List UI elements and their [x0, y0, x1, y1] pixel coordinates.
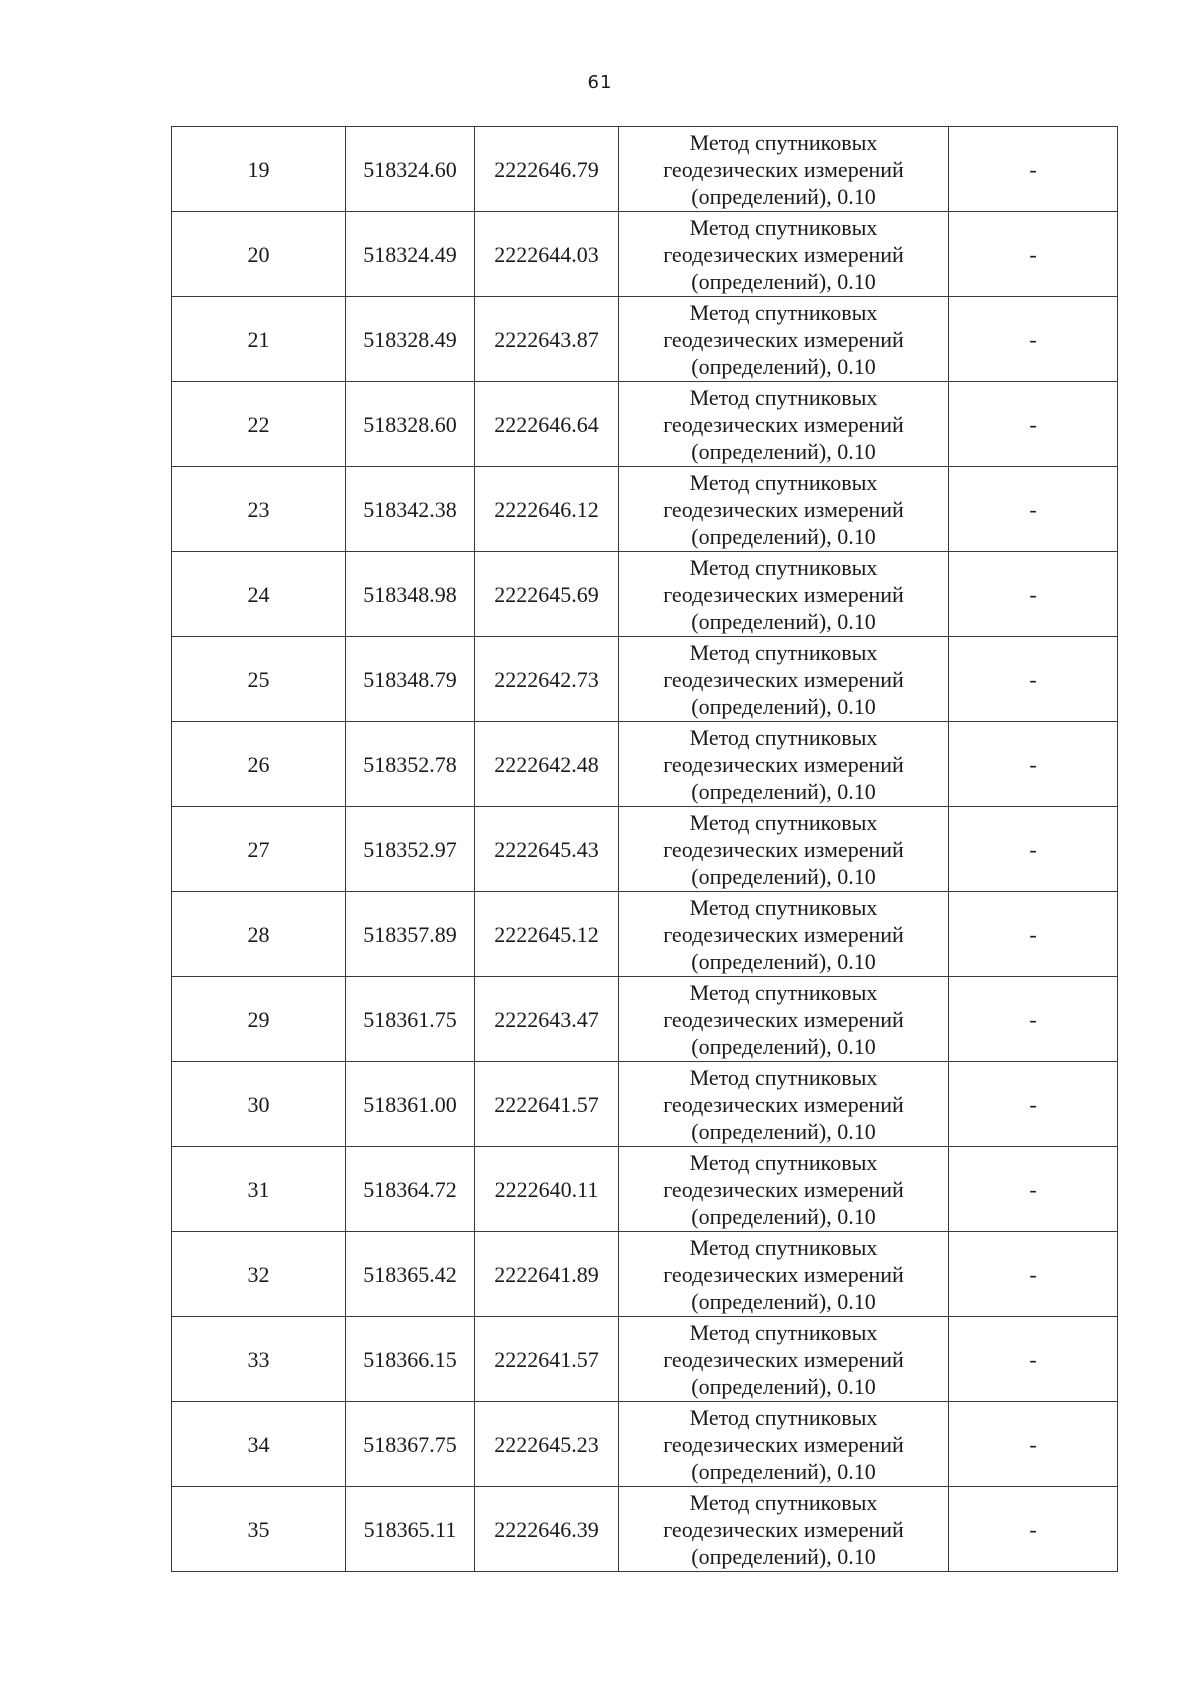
y-coordinate-cell: 2222640.11 [475, 1147, 619, 1232]
point-number-cell: 35 [172, 1487, 346, 1572]
method-line-1: Метод спутниковых [689, 979, 878, 1005]
y-coordinate-cell: 2222642.73 [475, 637, 619, 722]
x-coordinate-cell: 518348.79 [346, 637, 475, 722]
note-cell: - [949, 637, 1118, 722]
coordinates-table [171, 126, 1118, 1572]
y-coordinate-cell: 2222646.79 [475, 127, 619, 212]
point-number-cell: 30 [172, 1062, 346, 1147]
method-accuracy-cell [619, 1147, 949, 1232]
method-line-3: (определений), 0.10 [691, 1118, 876, 1144]
point-number-cell: 29 [172, 977, 346, 1062]
note-cell: - [949, 977, 1118, 1062]
method-line-1: Метод спутниковых [689, 1234, 878, 1260]
note-cell: - [949, 1402, 1118, 1487]
method-line-1: Метод спутниковых [689, 1319, 878, 1345]
method-accuracy-cell [619, 1232, 949, 1317]
point-number-cell: 20 [172, 212, 346, 297]
point-number-cell: 32 [172, 1232, 346, 1317]
table-row [172, 1147, 1118, 1232]
x-coordinate-cell: 518352.97 [346, 807, 475, 892]
point-number-cell: 33 [172, 1317, 346, 1402]
method-line-3: (определений), 0.10 [691, 778, 876, 804]
y-coordinate-cell: 2222645.12 [475, 892, 619, 977]
x-coordinate-cell: 518365.11 [346, 1487, 475, 1572]
x-coordinate-cell: 518366.15 [346, 1317, 475, 1402]
note-cell: - [949, 1147, 1118, 1232]
note-cell: - [949, 1232, 1118, 1317]
table-row [172, 892, 1118, 977]
x-coordinate-cell: 518361.75 [346, 977, 475, 1062]
method-line-3: (определений), 0.10 [691, 1288, 876, 1314]
x-coordinate-cell: 518324.49 [346, 212, 475, 297]
x-coordinate-cell: 518367.75 [346, 1402, 475, 1487]
method-line-3: (определений), 0.10 [691, 1203, 876, 1229]
point-number-cell: 31 [172, 1147, 346, 1232]
note-cell: - [949, 1487, 1118, 1572]
method-line-2: геодезических измерений [663, 1346, 904, 1372]
method-line-2: геодезических измерений [663, 581, 904, 607]
method-line-1: Метод спутниковых [689, 724, 878, 750]
table-row [172, 807, 1118, 892]
method-line-2: геодезических измерений [663, 156, 904, 182]
point-number-cell: 24 [172, 552, 346, 637]
x-coordinate-cell: 518342.38 [346, 467, 475, 552]
method-line-1: Метод спутниковых [689, 1404, 878, 1430]
y-coordinate-cell: 2222645.23 [475, 1402, 619, 1487]
method-accuracy-cell [619, 977, 949, 1062]
method-accuracy-cell [619, 212, 949, 297]
method-line-3: (определений), 0.10 [691, 1543, 876, 1569]
method-line-3: (определений), 0.10 [691, 438, 876, 464]
method-accuracy-cell [619, 467, 949, 552]
y-coordinate-cell: 2222642.48 [475, 722, 619, 807]
note-cell: - [949, 722, 1118, 807]
method-line-3: (определений), 0.10 [691, 353, 876, 379]
method-accuracy-cell [619, 127, 949, 212]
point-number-cell: 19 [172, 127, 346, 212]
method-line-2: геодезических измерений [663, 1261, 904, 1287]
method-line-2: геодезических измерений [663, 666, 904, 692]
table-row [172, 552, 1118, 637]
y-coordinate-cell: 2222641.57 [475, 1317, 619, 1402]
note-cell: - [949, 127, 1118, 212]
point-number-cell: 34 [172, 1402, 346, 1487]
note-cell: - [949, 552, 1118, 637]
method-line-3: (определений), 0.10 [691, 183, 876, 209]
table-row [172, 467, 1118, 552]
method-line-1: Метод спутниковых [689, 1064, 878, 1090]
x-coordinate-cell: 518348.98 [346, 552, 475, 637]
table-row [172, 1402, 1118, 1487]
note-cell: - [949, 382, 1118, 467]
method-line-3: (определений), 0.10 [691, 948, 876, 974]
y-coordinate-cell: 2222641.57 [475, 1062, 619, 1147]
table-row [172, 1317, 1118, 1402]
table-row [172, 297, 1118, 382]
method-accuracy-cell [619, 722, 949, 807]
table-row [172, 212, 1118, 297]
y-coordinate-cell: 2222645.69 [475, 552, 619, 637]
y-coordinate-cell: 2222646.12 [475, 467, 619, 552]
method-line-2: геодезических измерений [663, 1516, 904, 1542]
x-coordinate-cell: 518364.72 [346, 1147, 475, 1232]
x-coordinate-cell: 518361.00 [346, 1062, 475, 1147]
method-line-1: Метод спутниковых [689, 214, 878, 240]
x-coordinate-cell: 518324.60 [346, 127, 475, 212]
method-accuracy-cell [619, 807, 949, 892]
method-line-2: геодезических измерений [663, 1091, 904, 1117]
method-line-2: геодезических измерений [663, 1176, 904, 1202]
x-coordinate-cell: 518352.78 [346, 722, 475, 807]
method-line-3: (определений), 0.10 [691, 863, 876, 889]
point-number-cell: 27 [172, 807, 346, 892]
method-line-1: Метод спутниковых [689, 1489, 878, 1515]
method-accuracy-cell [619, 552, 949, 637]
method-line-3: (определений), 0.10 [691, 1373, 876, 1399]
point-number-cell: 25 [172, 637, 346, 722]
x-coordinate-cell: 518328.49 [346, 297, 475, 382]
note-cell: - [949, 1062, 1118, 1147]
y-coordinate-cell: 2222643.47 [475, 977, 619, 1062]
method-accuracy-cell [619, 1487, 949, 1572]
method-line-1: Метод спутниковых [689, 554, 878, 580]
method-line-3: (определений), 0.10 [691, 693, 876, 719]
method-line-2: геодезических измерений [663, 836, 904, 862]
x-coordinate-cell: 518365.42 [346, 1232, 475, 1317]
method-line-1: Метод спутниковых [689, 129, 878, 155]
note-cell: - [949, 212, 1118, 297]
method-line-2: геодезических измерений [663, 921, 904, 947]
method-line-1: Метод спутниковых [689, 639, 878, 665]
method-accuracy-cell [619, 1402, 949, 1487]
point-number-cell: 21 [172, 297, 346, 382]
table-row [172, 977, 1118, 1062]
method-line-3: (определений), 0.10 [691, 523, 876, 549]
table-row [172, 722, 1118, 807]
y-coordinate-cell: 2222641.89 [475, 1232, 619, 1317]
method-line-3: (определений), 0.10 [691, 1033, 876, 1059]
method-line-1: Метод спутниковых [689, 299, 878, 325]
method-line-1: Метод спутниковых [689, 384, 878, 410]
method-line-2: геодезических измерений [663, 751, 904, 777]
method-line-1: Метод спутниковых [689, 1149, 878, 1175]
page-number: 61 [587, 72, 613, 93]
y-coordinate-cell: 2222644.03 [475, 212, 619, 297]
note-cell: - [949, 297, 1118, 382]
method-line-2: геодезических измерений [663, 496, 904, 522]
method-line-1: Метод спутниковых [689, 469, 878, 495]
method-accuracy-cell [619, 382, 949, 467]
table-row [172, 637, 1118, 722]
point-number-cell: 22 [172, 382, 346, 467]
method-line-3: (определений), 0.10 [691, 268, 876, 294]
method-line-1: Метод спутниковых [689, 809, 878, 835]
table-row [172, 382, 1118, 467]
method-line-2: геодезических измерений [663, 411, 904, 437]
method-line-2: геодезических измерений [663, 1431, 904, 1457]
coordinates-table-body [172, 127, 1118, 1572]
method-accuracy-cell [619, 637, 949, 722]
method-accuracy-cell [619, 1317, 949, 1402]
point-number-cell: 26 [172, 722, 346, 807]
point-number-cell: 28 [172, 892, 346, 977]
method-accuracy-cell [619, 1062, 949, 1147]
method-line-1: Метод спутниковых [689, 894, 878, 920]
method-line-2: геодезических измерений [663, 326, 904, 352]
note-cell: - [949, 807, 1118, 892]
table-row [172, 1232, 1118, 1317]
note-cell: - [949, 892, 1118, 977]
note-cell: - [949, 467, 1118, 552]
method-line-2: геодезических измерений [663, 1006, 904, 1032]
method-line-3: (определений), 0.10 [691, 1458, 876, 1484]
table-row [172, 1062, 1118, 1147]
method-accuracy-cell [619, 892, 949, 977]
x-coordinate-cell: 518357.89 [346, 892, 475, 977]
y-coordinate-cell: 2222646.64 [475, 382, 619, 467]
table-row [172, 127, 1118, 212]
table-row [172, 1487, 1118, 1572]
method-accuracy-cell [619, 297, 949, 382]
method-line-2: геодезических измерений [663, 241, 904, 267]
y-coordinate-cell: 2222645.43 [475, 807, 619, 892]
y-coordinate-cell: 2222643.87 [475, 297, 619, 382]
y-coordinate-cell: 2222646.39 [475, 1487, 619, 1572]
x-coordinate-cell: 518328.60 [346, 382, 475, 467]
method-line-3: (определений), 0.10 [691, 608, 876, 634]
point-number-cell: 23 [172, 467, 346, 552]
note-cell: - [949, 1317, 1118, 1402]
